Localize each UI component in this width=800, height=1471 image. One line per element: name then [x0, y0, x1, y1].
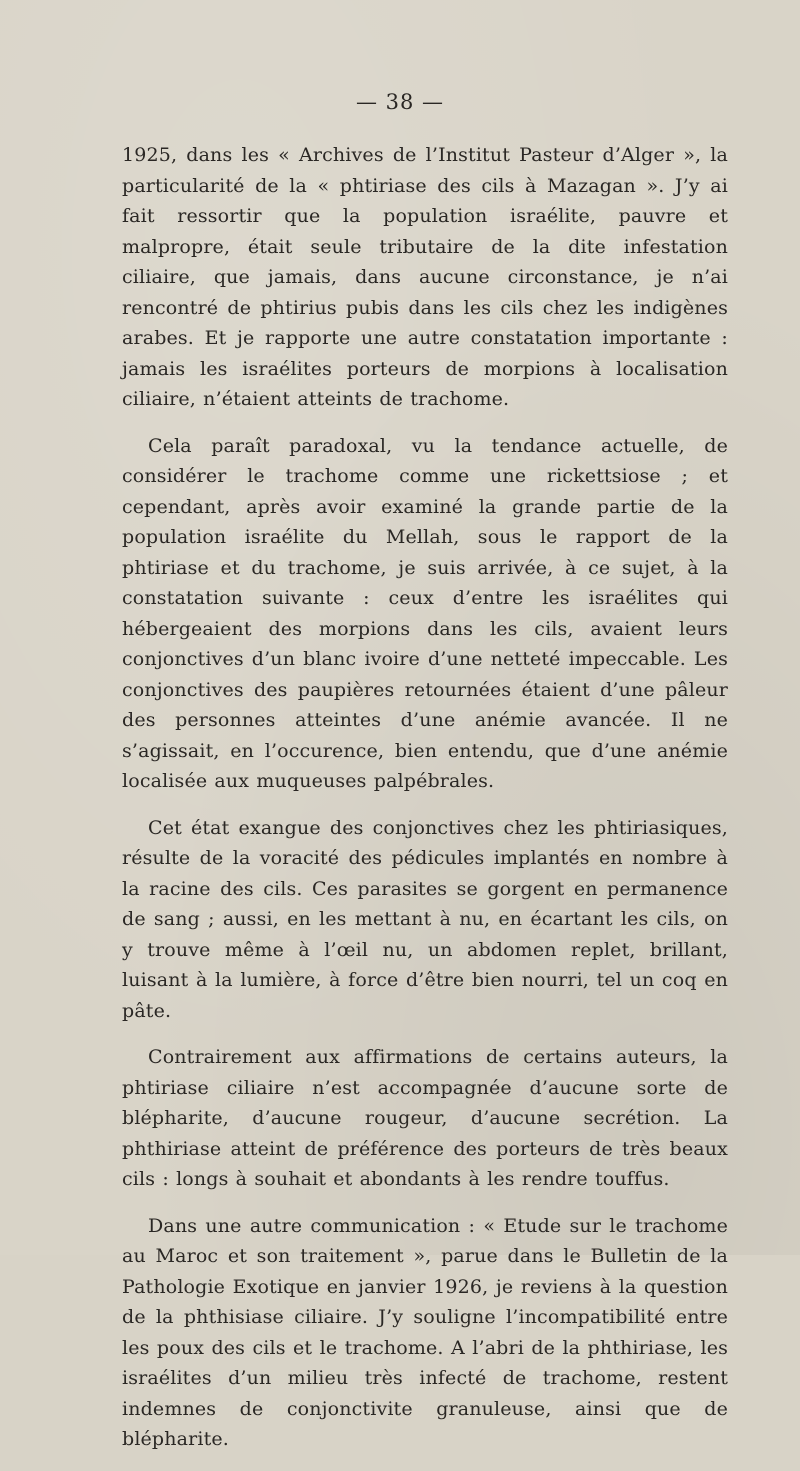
paragraph-4: Contrairement aux affirmations de certains auteurs, la phtiriase ciliaire n’est accompagnée d’aucune sorte de blépharite, d’aucune rougeur, d’aucune secrétion. La phthiriase atteint de préférence des porteurs de très beaux cils : longs à souhait et abondants à les rendre touffus. — [122, 1046, 728, 1190]
page-body — [122, 140, 728, 1471]
paragraph-2: Cela paraît paradoxal, vu la tendance actuelle, de considérer le trachome comme une rickettsiose ; et cependant, après avoir examiné la grande partie de la population israélite du Mellah, sous le rapport de la phtiriase et du trachome, je suis arrivée, à ce sujet, à la constatation suivante : ceux d’entre les israélites qui hébergeaient des morpions dans les cils, avaient leurs conjonctives d’un blanc ivoire d’une netteté impeccable. Les conjonctives des paupières retournées étaient d’une pâleur des personnes atteintes d’une anémie avancée. Il ne s’agissait, en l’occurence, bien entendu, que d’une anémie localisée aux muqueuses palpébrales. — [122, 434, 728, 792]
page-number: — 38 — — [355, 90, 445, 114]
paragraph-1: 1925, dans les « Archives de l’Institut Pasteur d’Alger », la particularité de la « phtiriase des cils à Mazagan ». J’y ai fait ressortir que la population israélite, pauvre et malpropre, était seule tributaire de la dite infestation ciliaire, que jamais, dans aucune circonstance, je n’ai rencontré de phtirius pubis dans les cils chez les indigènes arabes. Et je rapporte une autre constatation importante : jamais les israélites porteurs de morpions à localisation ciliaire, n’étaient atteints de trachome. — [122, 144, 728, 410]
paragraph-5: Dans une autre communication : « Etude sur le trachome au Maroc et son traitement », parue dans le Bulletin de la Pathologie Exotique en janvier 1926, je reviens à la question de la phthisiase ciliaire. J’y souligne l’incompatibilité entre les poux des cils et le trachome. A l’abri de la phthiriase, les israélites d’un milieu très infecté de trachome, restent indemnes de conjonctivite granuleuse, ainsi que de blépharite. — [122, 1214, 728, 1450]
paragraph-3: Cet état exangue des conjonctives chez les phtiriasiques, résulte de la voracité des pédicules implantés en nombre à la racine des cils. Ces parasites se gorgent en permanence de sang ; aussi, en les mettant à nu, en écartant les cils, on y trouve même à l’œil nu, un abdomen replet, brillant, luisant à la lumière, à force d’être bien nourri, tel un coq en pâte. — [122, 816, 728, 1022]
